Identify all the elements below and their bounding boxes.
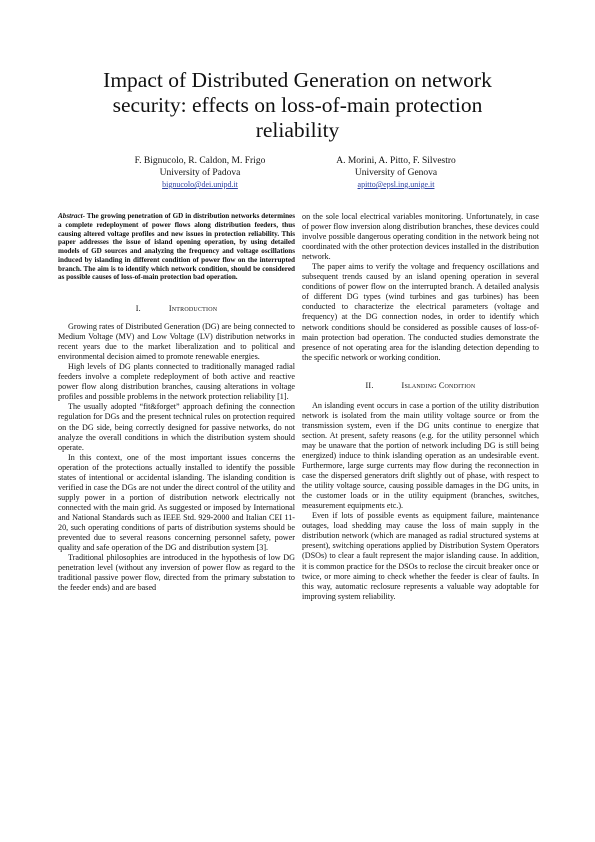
author-email-link[interactable]: apitto@epsl.ing.unige.it (357, 180, 435, 189)
abstract-lead: Abstract- (58, 212, 85, 220)
section-title: Introduction (168, 304, 218, 313)
author-email-link[interactable]: bignucolo@dei.unipd.it (162, 180, 238, 189)
body-paragraph: High levels of DG plants connected to traditionally managed radial feeders involve a complete redeployment of both active and reactive power flow along distribution branches, causing alterations in voltage profiles and possible problems in the network protection reliability [1]. (58, 362, 295, 402)
section-number: II. (365, 380, 374, 390)
abstract-body: The growing penetration of GD in distribution networks determines a complete redeployment of power flows along distribution feeders, thus causing altered voltage profiles and new issues in protection reliability. This paper addresses the issue of island opening operation, by using detailed models of GD sources and analyzing the frequency and voltage oscillations induced by islanding in different condition of power flow on the interrupted branch. The aim is to identify which network condition, should be considered as possible causes of loss-of-main protection bad operation. (58, 212, 295, 282)
section-number: I. (135, 304, 141, 313)
body-paragraph: on the sole local electrical variables monitoring. Unfortunately, in case of power flow inversion along distribution branches, these devices could involve possible dangerous operating condition in the network being not coordinated with the other protection devices installed in the distribution network. (302, 212, 539, 262)
author-affiliation: University of Genova (354, 167, 438, 178)
left-column (58, 212, 295, 593)
author-names: A. Morini, A. Pitto, F. Silvestro (336, 156, 456, 166)
abstract (58, 212, 295, 282)
body-paragraph: Even if lots of possible events as equipment failure, maintenance outages, load shedding may cause the loss of main supply in the distribution network (which are managed as radial structured systems at present), switching operations applied by Distribution System Operators (DSOs) to clear a fault represent the major islanding cause. In addition, it is common practice for the DSOs to reclose the circuit breaker once or twice, or more aiming to check whether the feeder is clear of faults. In this way, automatic reclosure represents a valuable way adoptable for improving system reliability. (302, 511, 539, 601)
author-names: F. Bignucolo, R. Caldon, M. Frigo (134, 156, 266, 166)
section-title: Islanding Condition (401, 380, 476, 390)
body-paragraph: In this context, one of the most important issues concerns the operation of the protections actually installed to identify the possible states of intentional or accidental islanding. The islanding condition is verified in case the DGs are not under the direct control of the utility and supply power in a portion of distribution network electrically not connected with the main grid. As suggested or imposed by International and National Standards such as IEEE Std. 929-2000 and Italian CEI 11-20, such operating conditions of parts of distribution systems should be prevented due to several reasons concerning personnel safety, power quality and safe operation of the DG and distribution system [3]. (58, 452, 295, 553)
right-column (302, 212, 539, 602)
body-paragraph: Traditional philosophies are introduced in the hypothesis of low DG penetration level (without any inversion of power flow as regard to the traditional passive power flow, directed from the primary substation to the feeder ends) and are based (58, 553, 295, 593)
body-paragraph: The usually adopted “fit&forget” approach defining the connection regulation for DGs and the present technical rules on protection required on the DG side, being correctly designed for passive networks, do not analyze the overall conditions in which the distribution system should operate. (58, 402, 295, 452)
body-paragraph: An islanding event occurs in case a portion of the utility distribution network is isolated from the main utility voltage source or from the transmission system, even if the DG units continue to energize that section. At present, safety reasons (e.g. for the utility personnel which may be unaware that the portion of network including DG is still being energized) induce to think islanding operation as an undesirable event. Furthermore, large surge currents may flow during the reconnection in case the dispersed generators drift slightly out of phase, with respect to the utility voltage source, causing possible damages in the DG units, in the customer loads or in the utility equipment (branches, switches, measurement equipments etc.). (302, 400, 539, 511)
section-heading-introduction (58, 304, 295, 314)
section-heading-islanding (302, 381, 539, 391)
body-paragraph: The paper aims to verify the voltage and frequency oscillations and subsequent trends caused by an island opening operation in several conditions of power flow on the interrupted branch. A detailed analysis of different DG types (wind turbines and gas turbines) has been conducted to characterize the electrical parameters (voltage and frequency) at the DG connection nodes, in order to identify which network conditions should be considered as possible causes of loss-of-main protection bad operation. The conducted studies demonstrate the presence of not operating area for the islanding detection depending to the specific network or working condition. (302, 262, 539, 362)
paper-title: Impact of Distributed Generation on network security: effects on loss-of-main protection reliability (103, 68, 492, 142)
author-block-genova (296, 156, 496, 191)
author-block-padova (100, 156, 300, 191)
author-affiliation: University of Padova (159, 167, 241, 178)
body-paragraph: Growing rates of Distributed Generation (DG) are being connected to Medium Voltage (MV) and Low Voltage (LV) distribution networks in recent years due to the market liberalization and to political and environmental decision aimed to promote renewable energies. (58, 322, 295, 362)
